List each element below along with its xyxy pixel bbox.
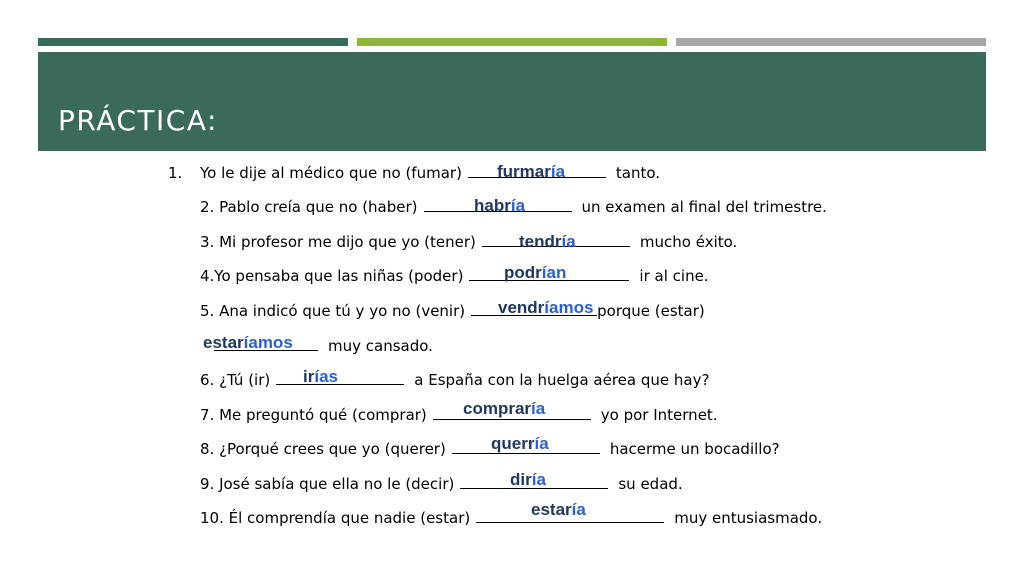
answer-ending: ía bbox=[531, 399, 546, 418]
answer-ending: íamos bbox=[544, 298, 594, 317]
answer-word bbox=[519, 231, 576, 253]
answer-ending: ía bbox=[534, 434, 549, 453]
answer-word bbox=[491, 433, 549, 455]
sentence-end: su edad. bbox=[618, 475, 683, 493]
answer-ending: ía bbox=[550, 162, 566, 181]
answer-word bbox=[510, 469, 546, 491]
answer-word bbox=[498, 297, 593, 319]
answer-stem: estar bbox=[531, 500, 572, 519]
answer-word bbox=[203, 332, 293, 354]
answer-ending: ías bbox=[314, 367, 338, 386]
sentence-end: un examen al final del trimestre. bbox=[581, 198, 827, 216]
exercise-line bbox=[200, 368, 709, 392]
sentence-end: a España con la huelga aérea que hay? bbox=[414, 371, 710, 389]
sentence-start: 6. ¿Tú (ir) bbox=[200, 371, 271, 389]
sentence-end: porque (estar) bbox=[597, 302, 705, 320]
sentence-start: 7. Me preguntó qué (comprar) bbox=[200, 406, 427, 424]
answer-word bbox=[303, 366, 338, 388]
sentence-start: 3. Mi profesor me dijo que yo (tener) bbox=[200, 233, 476, 251]
exercise-line bbox=[200, 264, 709, 288]
exercise-line bbox=[200, 506, 822, 530]
answer-blank bbox=[276, 369, 404, 385]
answer-ending: íamos bbox=[243, 333, 293, 352]
sentence-start: 2. Pablo creía que no (haber) bbox=[200, 198, 418, 216]
sentence-start: 5. Ana indicó que tú y yo no (venir) bbox=[200, 302, 466, 320]
answer-stem: vendr bbox=[498, 298, 545, 317]
answer-ending: ían bbox=[541, 263, 567, 282]
answer-word bbox=[504, 262, 566, 284]
sentence-start: Yo le dije al médico que no (fumar) bbox=[200, 164, 462, 182]
answer-ending: ía bbox=[531, 470, 546, 489]
sentence-start: 8. ¿Porqué crees que yo (querer) bbox=[200, 440, 446, 458]
exercise-line bbox=[200, 299, 705, 323]
sentence-start: 10. Él comprendía que nadie (estar) bbox=[200, 509, 471, 527]
answer-ending: ía bbox=[561, 232, 576, 251]
answer-stem: furmar bbox=[497, 162, 551, 181]
answer-stem: ir bbox=[303, 367, 315, 386]
answer-stem: habr bbox=[474, 196, 511, 215]
sentence-end: tanto. bbox=[615, 164, 661, 182]
sentence-end: ir al cine. bbox=[639, 267, 709, 285]
answer-word bbox=[497, 161, 565, 183]
sentence-end: hacerme un bocadillo? bbox=[609, 440, 780, 458]
slide-title: PRÁCTICA: bbox=[58, 104, 218, 137]
answer-word bbox=[474, 195, 525, 217]
answer-ending: ía bbox=[510, 196, 526, 215]
sentence-end: yo por Internet. bbox=[600, 406, 718, 424]
answer-ending: ía bbox=[571, 500, 586, 519]
answer-word bbox=[531, 499, 586, 521]
answer-stem: podr bbox=[504, 263, 542, 282]
exercise-line bbox=[200, 403, 718, 427]
item-number: 1. bbox=[168, 164, 183, 182]
answer-stem: comprar bbox=[463, 399, 532, 418]
exercise-line bbox=[200, 472, 683, 496]
sentence-end: muy cansado. bbox=[328, 337, 433, 355]
answer-stem: querr bbox=[491, 434, 535, 453]
exercise-line bbox=[200, 230, 737, 254]
sentence-end: muy entusiasmado. bbox=[674, 509, 823, 527]
sentence-start: 4.Yo pensaba que las niñas (poder) bbox=[200, 267, 464, 285]
answer-stem: tendr bbox=[519, 232, 562, 251]
sentence-start: 9. José sabía que ella no le (decir) bbox=[200, 475, 455, 493]
answer-stem: dir bbox=[510, 470, 532, 489]
sentence-end: mucho éxito. bbox=[639, 233, 738, 251]
exercise-line bbox=[200, 437, 780, 461]
exercise-line bbox=[168, 161, 661, 185]
answer-stem: estar bbox=[203, 333, 244, 352]
answer-word bbox=[463, 398, 545, 420]
